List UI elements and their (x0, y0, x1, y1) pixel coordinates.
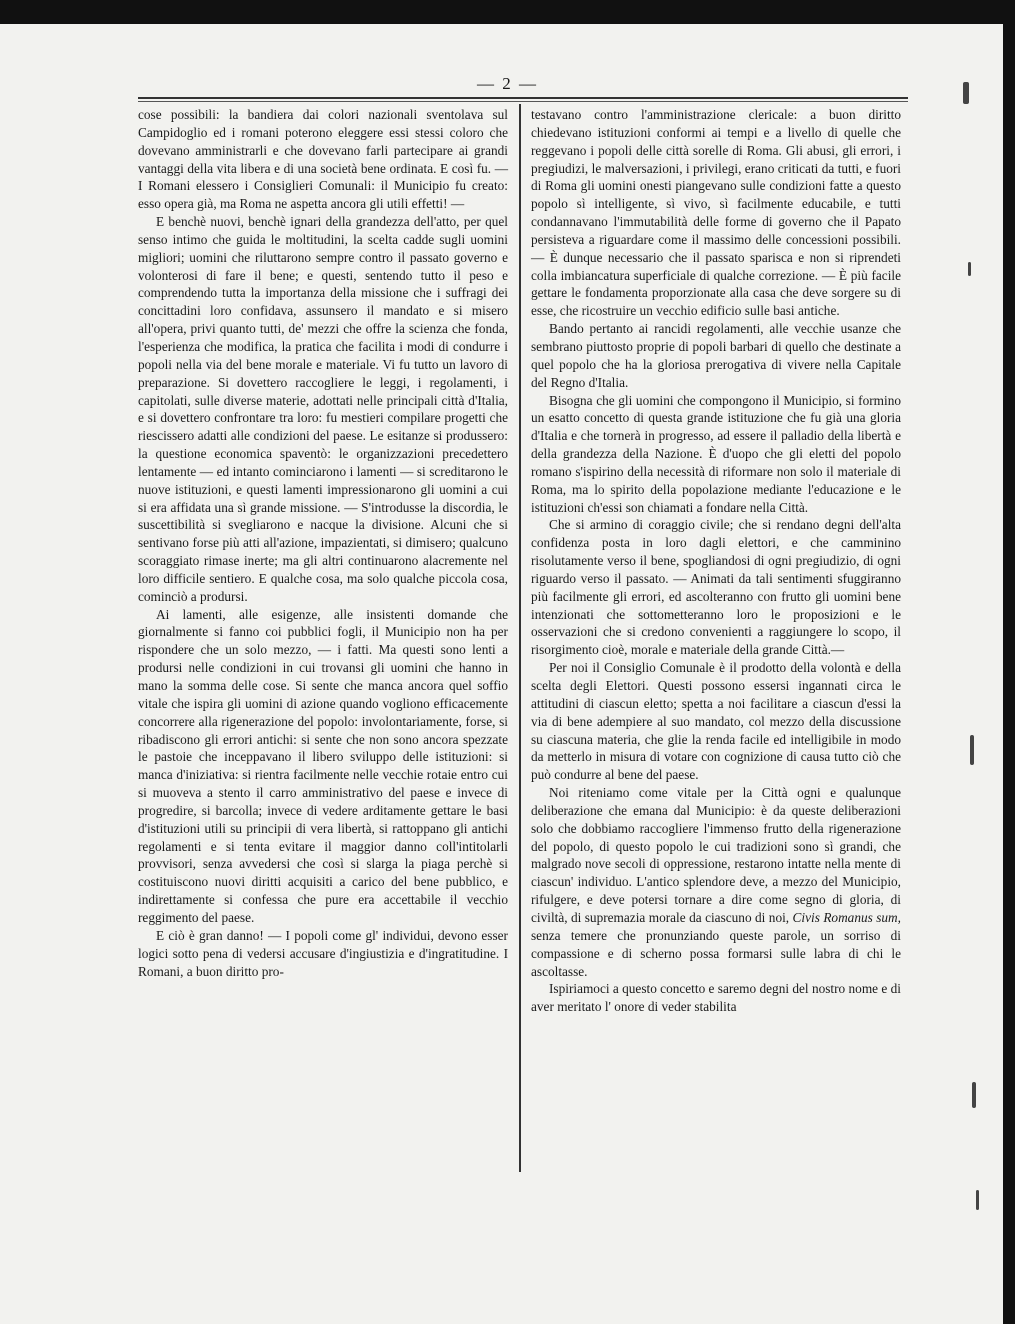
paragraph: Per noi il Consiglio Comunale è il prodotto della volontà e della scelta degli Elettori. Questi possono essersi ingannati circa le attitudini di ciascun eletto; spetta a noi facilitare a ciascun d'essi la via di bene adempiere al suo mandato, col mezzo della discussione su ciascuna materia, che glie la renda facile ed intelligibile in modo da metterlo in misura di votare con cognizione di causa tutto ciò che può condurre al bene del paese. (531, 660, 901, 783)
paragraph: Che si armino di coraggio civile; che si rendano degni dell'alta confidenza posta in loro dagli elettori, e che camminino risolutamente verso il bene, spogliandosi di ogni pregiudizio, di ogni riguardo verso il passato. — Animati da tali sentimenti sfuggiranno più facilmente gli errori, ed ascolteranno con frutto gli uomini bene intenzionati che sottometteranno loro le proposizioni e le osservazioni che si credono convenienti a raggiungere lo scopo, il risorgimento cioè, morale e materiale della grande Città.— (531, 517, 901, 658)
scan-margin-mark (972, 1082, 976, 1108)
scan-margin-mark (968, 262, 971, 276)
latin-quote: Civis Romanus sum, (792, 909, 901, 925)
scan-right-border (1003, 0, 1015, 1324)
paragraph: cose possibili: la bandiera dai colori nazionali sventolava sul Campidoglio ed i romani poterono eleggere essi stessi coloro che dovevano amministrarli e che dovevano farli partecipare ai grandi vantaggi della vita libera e di una società bene ordinata. E così fu. — I Romani elessero i Consiglieri Comunali: il Municipio fu creato: esso opera già, ma Roma ne aspetta ancora gli utili effetti! — (138, 107, 508, 212)
right-column (531, 106, 901, 1016)
paragraph: Bando pertanto ai rancidi regolamenti, alle vecchie usanze che sembrano piuttosto proprie di popoli barbari di quello che destinate a quel popolo che ha la gloriosa prerogativa di vivere nella Capitale del Regno d'Italia. (531, 321, 901, 390)
paragraph-text: Noi riteniamo come vitale per la Città ogni e qualunque deliberazione che emana dal Municipio: è da queste deliberazioni solo che dobbiamo raccogliere l'immenso frutto della rigenerazione del popolo, di questo popolo le cui tradizioni sono sì grandi, che malgrado nove secoli di oppressione, restarono intatte nella mente di ciascun' individuo. L'antico splendore deve, a mezzo del Municipio, rifulgere, e deve potersi tornare a dire come segno di gloria, di civiltà, di supremazia morale da ciascuno di noi, (531, 785, 901, 925)
paragraph: Ispiriamoci a questo concetto e saremo degni del nostro nome e di aver meritato l' onore di veder stabilita (531, 981, 901, 1015)
header-rule-thin (138, 101, 908, 102)
header-rule (138, 97, 908, 99)
scan-margin-mark (970, 735, 974, 765)
paragraph: Ai lamenti, alle esigenze, alle insistenti domande che giornalmente si fanno coi pubblici fogli, il Municipio non ha per rispondere che un solo mezzo, — i fatti. Ma questi sono lenti a prodursi nelle condizioni in cui trovansi gli uomini che hanno in mano la somma delle cose. Si sente che manca ancora quel soffio vitale che ispira gli uomini di azione quando vogliono efficacemente concorrere alla rigenerazione del popolo: involontariamente, forse, si ribadiscono gli errori antichi: si sente che non sono ancora spezzate le pastoie che inceppavano il libero sviluppo delle istituzioni: si manca d'iniziativa: si rientra facilmente nelle vecchie rotaie entro cui si muoveva a stento il carro amministrativo del paese e invece di progredire, si barcolla; invece di vedere arditamente gettare le basi d'istituzioni utili su principii di vera libertà, si rattoppano gli antichi regolamenti e si tenta evitare il maggior danno coll'intitolarli provvisori, senza avvedersi che così si slarga la piaga perchè si costituiscono nuovi diritti acquisiti a carico del bene pubblico, e indirettamente si confessa che pure era accettabile il vecchio reggimento del paese. (138, 606, 508, 925)
page-number: — 2 — (477, 74, 538, 93)
scan-margin-mark (976, 1190, 979, 1210)
paragraph: testavano contro l'amministrazione clericale: a buon diritto chiedevano istituzioni conformi ai tempi e a livello di quelle che reggevano i popoli delle città sorelle di Roma. Gli abusi, gli errori, i pregiudizi, le malversazioni, i privilegi, erano criticati da tutti, e fuori di Roma gli uomini onesti piangevano sulle condizioni fatte a questo popolo sì intelligente, sì vivo, sì facilmente educabile, e tutti condannavano l'immutabilità delle forme di governo che il Papato persisteva a riguardare come il massimo delle concessioni possibili. — È dunque necessario che il passato sparisca e non si riprendeti colla imbiancatura superficiale di qualche correzione. — È più facile gettare le fondamenta proporzionate alla casa che deve sorgere su di esse, che ricostruire un vecchio edificio sulle basi antiche. (531, 107, 901, 319)
paragraph: E ciò è gran danno! — I popoli come gl' individui, devono esser logici sotto pena di vedersi accusare d'ingiustizia e d'ingratitudine. I Romani, a buon diritto pro- (138, 927, 508, 979)
paragraph-text-continued: senza temere che pronunziando queste parole, un sorriso di compassione e di scherno possa formarsi sulle labra di chi le ascoltasse. (531, 927, 901, 979)
scan-top-border (0, 0, 1015, 24)
left-column (138, 106, 508, 980)
paragraph: E benchè nuovi, benchè ignari della grandezza dell'atto, per quel senso intimo che guida le moltitudini, la scelta cadde sugli uomini migliori; uomini che riluttarono sempre contro il passato governo e volonterosi di fare il bene; e questi, sentendo tutto il peso e comprendendo tutta la importanza della missione che i suffragi dei concittadini loro confidava, assunsero il mandato e si misero all'opera, privi quanto tutti, de' mezzi che offre la scienza che fonda, l'esperienza che modifica, la pratica che facilita i modi di condurre i popoli nella via del bene morale e materiale. Vi fu tutto un lavoro di preparazione. Si dovettero raccogliere le leggi, i regolamenti, i capitolati, sulle diverse materie, adottati nelle principali città d'Italia, e si dovettero confrontare tra loro: fu mestieri compilare progetti che riescissero adatti alle condizioni del paese. Le esitanze si produssero: la questione economica spaventò: le organizzazioni precedettero lentamente — ed intanto cominciarono i lamenti — si screditarono le nuove istituzioni, e questi lamenti impressionarono gli uomini a cui si era affidata una sì grande missione. — S'introdusse la discordia, le suscettibilità si svegliarono e nacque la divisione. Alcuni che si sentivano forse più atti all'azione, impazientati, si dimisero; qualcuno scoraggiato rimase inerte; ma gli altri continuarono alacremente nel loro difficile sentiero. E qualche cosa, ma solo qualche piccola cosa, cominciò a prodursi. (138, 214, 508, 604)
scan-margin-mark (963, 82, 969, 104)
column-divider (519, 104, 521, 1172)
paragraph: Bisogna che gli uomini che compongono il Municipio, si formino un esatto concetto di questa grande istituzione che fu già una gloria d'Italia e che tornerà in progresso, ad essere il palladio della libertà e della grandezza della Nazione. È d'uopo che gli eletti del popolo romano s'ispirino della necessità di riformare non solo il materiale di Roma, ma lo spirito della popolazione mediante l'educazione e le istituzioni ch'essi son chiamati a fondare nella Città. (531, 392, 901, 515)
paragraph-with-quote (531, 784, 901, 980)
